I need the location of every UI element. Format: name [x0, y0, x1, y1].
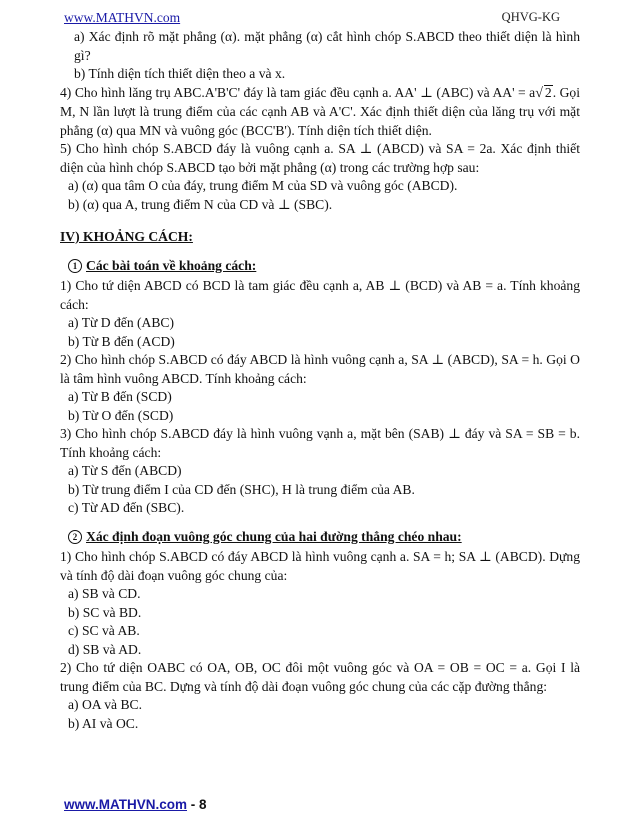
- text-line: c) SC và AB.: [68, 623, 140, 638]
- page-header: [64, 10, 560, 26]
- text-line: b) AI và OC.: [68, 715, 139, 731]
- subsection-heading: [60, 257, 580, 276]
- exercise-1: 1) Cho tứ diện ABCD có BCD là tam giác đều cạnh a, AB ⊥ (BCD) và AB = a. Tính khoảng cách:: [60, 278, 580, 312]
- section-heading: IV) KHOẢNG CÁCH:: [60, 229, 193, 244]
- sqrt-symbol: √: [535, 85, 543, 101]
- subsection-title: Xác định đoạn vuông góc chung của hai đường thẳng chéo nhau:: [86, 528, 462, 544]
- text-span: 4) Cho hình lăng trụ ABC.A'B'C' đáy là tam giác đều cạnh a. AA' ⊥ (ABC) và AA' = a: [60, 84, 536, 100]
- text-line: a) Từ B đến (SCD): [68, 389, 172, 404]
- exercise-1: 1) Cho hình chóp S.ABCD có đáy ABCD là hình vuông cạnh a. SA = h; SA ⊥ (ABCD). Dựng và tính độ dài đoạn vuông góc chung của:: [60, 549, 580, 583]
- page-number: - 8: [187, 797, 207, 812]
- circled-number-icon: 1: [68, 259, 82, 273]
- text-line: b) Từ B đến (ACD): [68, 333, 175, 349]
- exercise-2: 2) Cho tứ diện OABC có OA, OB, OC đôi một vuông góc và OA = OB = OC = a. Gọi I là trung điểm của BC. Dựng và tính độ dài đoạn vuông góc chung của các cặp đường thẳng:: [60, 660, 580, 694]
- header-site-link[interactable]: www.MATHVN.com: [64, 10, 181, 25]
- exercise-4: [60, 84, 580, 141]
- footer-site-link[interactable]: www.MATHVN.com: [64, 797, 188, 812]
- subsection-heading: [60, 528, 580, 547]
- text-line: b) Tính diện tích thiết diện theo a và x.: [74, 66, 286, 81]
- page-footer: [64, 797, 207, 812]
- page-content: [60, 28, 580, 733]
- text-line: a) Từ S đến (ABCD): [68, 463, 182, 478]
- text-line: c) Từ AD đến (SBC).: [68, 500, 185, 515]
- text-line: a) Xác định rõ mặt phẳng (α). mặt phẳng (α) cắt hình chóp S.ABCD theo thiết diện là hình gì?: [74, 29, 580, 63]
- exercise-3: 3) Cho hình chóp S.ABCD đáy là hình vuông vạnh a, mặt bên (SAB) ⊥ đáy và SA = SB = b. Tính khoảng cách:: [60, 426, 580, 460]
- text-line: b) Từ trung điểm I của CD đến (SHC), H là trung điểm của AB.: [68, 481, 415, 497]
- exercise-5: 5) Cho hình chóp S.ABCD đáy là vuông cạnh a. SA ⊥ (ABCD) và SA = 2a. Xác định thiết diện của hình chóp S.ABCD tạo bởi mặt phẳng (α) trong các trường hợp sau:: [60, 141, 580, 175]
- sqrt-radicand: 2: [544, 84, 552, 100]
- text-line: a) Từ D đến (ABC): [68, 315, 175, 330]
- header-code: QHVG-KG: [501, 10, 560, 24]
- text-line: b) SC và BD.: [68, 604, 142, 620]
- text-line: a) (α) qua tâm O của đáy, trung điểm M của SD và vuông góc (ABCD).: [68, 178, 458, 193]
- text-line: a) OA và BC.: [68, 697, 143, 712]
- text-line: d) SB và AD.: [68, 641, 142, 657]
- exercise-2: 2) Cho hình chóp S.ABCD có đáy ABCD là hình vuông cạnh a, SA ⊥ (ABCD), SA = h. Gọi O là tâm hình vuông ABCD. Tính khoảng cách:: [60, 352, 580, 386]
- text-span: . Gọi M, N lần lượt là trung điểm của các cạnh AB và A'C'. Xác định thiết diện của lăng trụ với mặt phẳng (α) qua MN và vuông góc (BCC'B'). Tính diện tích thiết diện.: [60, 84, 581, 138]
- subsection-title: Các bài toán về khoảng cách:: [86, 257, 257, 273]
- text-line: b) (α) qua A, trung điểm N của CD và ⊥ (SBC).: [68, 196, 333, 212]
- text-line: a) SB và CD.: [68, 586, 141, 601]
- text-line: b) Từ O đến (SCD): [68, 407, 174, 423]
- circled-number-icon: 2: [68, 530, 82, 544]
